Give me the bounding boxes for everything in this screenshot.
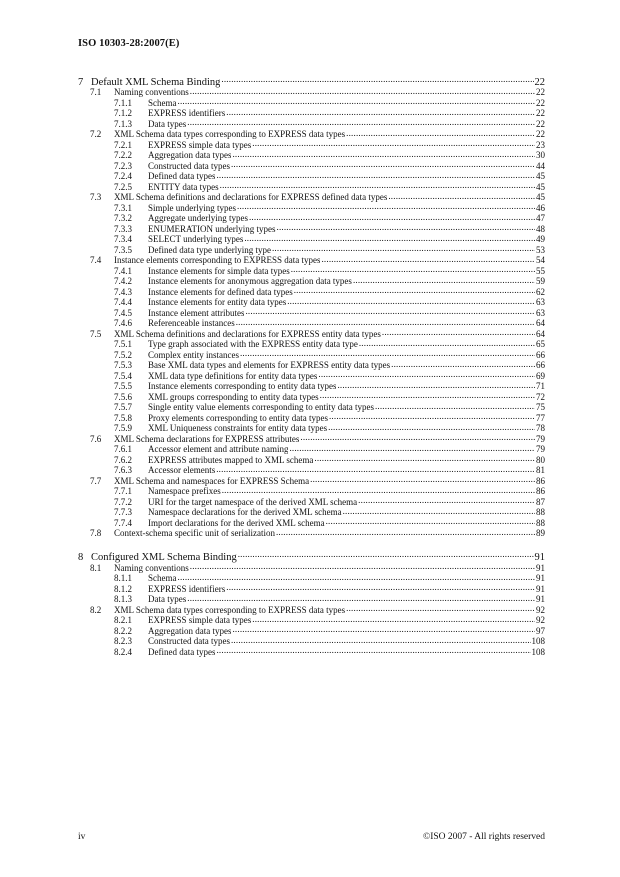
toc-number: 7.6 bbox=[90, 433, 102, 444]
toc-page: 63 bbox=[536, 307, 545, 318]
toc-entry-7-4-3[interactable] bbox=[78, 286, 545, 297]
toc-leader-dots bbox=[286, 296, 535, 305]
toc-leader-dots bbox=[345, 128, 535, 137]
toc-entry-8[interactable] bbox=[78, 550, 545, 562]
toc-title: Instance elements corresponding to EXPRESS data types bbox=[114, 255, 321, 265]
toc-leader-dots bbox=[189, 86, 535, 95]
toc-page: 91 bbox=[534, 552, 545, 563]
toc-title: SELECT underlying types bbox=[148, 234, 244, 244]
toc-entry-7-7-1[interactable] bbox=[78, 485, 545, 496]
toc-leader-dots bbox=[336, 380, 535, 389]
toc-number: 7.7 bbox=[90, 475, 102, 486]
toc-entry-7-5-9[interactable] bbox=[78, 422, 545, 433]
toc-page: 91 bbox=[536, 583, 545, 594]
toc-title: Instance elements for defined data types bbox=[148, 286, 293, 297]
toc-page: 22 bbox=[534, 76, 545, 88]
toc-entry-7-7[interactable] bbox=[78, 475, 545, 486]
toc-number: 8 bbox=[78, 552, 84, 563]
toc-title: Complex entity instances bbox=[148, 349, 239, 360]
toc-number: 7.5.9 bbox=[114, 423, 132, 433]
toc-title: Referenceable instances bbox=[148, 318, 235, 328]
toc-entry-7[interactable] bbox=[78, 74, 545, 86]
toc-entry-7-1-2[interactable] bbox=[78, 107, 545, 118]
toc-entry-7-1-1[interactable] bbox=[78, 97, 545, 108]
toc-title: Default XML Schema Binding bbox=[91, 76, 221, 88]
toc-number: 7.5.2 bbox=[114, 349, 132, 360]
toc-leader-dots bbox=[231, 625, 535, 634]
toc-leader-dots bbox=[290, 265, 535, 274]
toc-leader-dots bbox=[357, 496, 535, 505]
toc-leader-dots bbox=[189, 562, 535, 571]
toc-page: 71 bbox=[536, 381, 545, 391]
toc-number: 7.4.2 bbox=[114, 276, 132, 286]
toc-number: 7.7.1 bbox=[114, 486, 132, 496]
toc-number: 8.1.1 bbox=[114, 573, 132, 583]
toc-number: 7.2.1 bbox=[114, 139, 132, 150]
toc-leader-dots bbox=[327, 422, 535, 431]
toc-leader-dots bbox=[374, 401, 535, 410]
toc-title: Defined data types bbox=[148, 646, 216, 657]
toc-page: 97 bbox=[536, 625, 545, 636]
toc-title: EXPRESS simple data types bbox=[148, 139, 252, 150]
toc-number: 7.2.4 bbox=[114, 171, 132, 181]
toc-leader-dots bbox=[325, 517, 535, 526]
toc-entry-7-3-1[interactable] bbox=[78, 202, 545, 213]
toc-leader-dots bbox=[225, 583, 535, 592]
section-spacer bbox=[78, 538, 545, 550]
toc-leader-dots bbox=[186, 118, 535, 127]
toc-page: 48 bbox=[536, 223, 545, 234]
toc-entry-7-3-4[interactable] bbox=[78, 233, 545, 244]
toc-leader-dots bbox=[317, 370, 535, 379]
toc-title: XML Schema definitions and declarations for EXPRESS defined data types bbox=[114, 192, 388, 202]
toc-title: XML Schema data types corresponding to EXPRESS data types bbox=[114, 129, 346, 139]
toc-title: Naming conventions bbox=[114, 87, 189, 97]
toc-number: 7.3.4 bbox=[114, 234, 132, 244]
toc-title: Type graph associated with the EXPRESS entity data type bbox=[148, 339, 358, 349]
toc-entry-7-4-1[interactable] bbox=[78, 265, 545, 276]
toc-number: 8.1.2 bbox=[114, 583, 132, 594]
toc-title: Instance elements for entity data types bbox=[148, 297, 287, 307]
toc-title: EXPRESS simple data types bbox=[148, 615, 252, 625]
toc-leader-dots bbox=[230, 635, 531, 644]
toc-title: URI for the target namespace of the derived XML schema bbox=[148, 496, 358, 507]
toc-leader-dots bbox=[251, 614, 535, 623]
toc-title: XML Schema data types corresponding to EXPRESS data types bbox=[114, 604, 346, 615]
toc-title: ENTITY data types bbox=[148, 181, 219, 192]
toc-page: 30 bbox=[536, 150, 545, 160]
toc-entry-7-2-3[interactable] bbox=[78, 160, 545, 171]
toc-title: Schema bbox=[148, 573, 177, 583]
toc-number: 7.2.3 bbox=[114, 160, 132, 171]
toc-entry-7-8[interactable] bbox=[78, 527, 545, 538]
toc-entry-8-1-2[interactable] bbox=[78, 583, 545, 594]
toc-leader-dots bbox=[215, 646, 530, 655]
toc-leader-dots bbox=[345, 604, 535, 613]
toc-title: EXPRESS identifiers bbox=[148, 583, 226, 594]
toc-entry-8-2-4[interactable] bbox=[78, 646, 545, 657]
toc-number: 8.2.1 bbox=[114, 615, 132, 625]
toc-title: Instance elements for anonymous aggregation data types bbox=[148, 276, 352, 286]
toc-page: 91 bbox=[536, 594, 545, 604]
toc-title: Import declarations for the derived XML schema bbox=[148, 517, 325, 528]
toc-page: 22 bbox=[536, 108, 545, 118]
toc-leader-dots bbox=[271, 244, 535, 253]
toc-number: 7.6.1 bbox=[114, 444, 132, 454]
toc-page: 89 bbox=[536, 528, 545, 538]
toc-title: Data types bbox=[148, 594, 187, 604]
toc-title: Accessor elements bbox=[148, 465, 216, 475]
toc-page: 45 bbox=[536, 181, 545, 192]
toc-leader-dots bbox=[319, 391, 535, 400]
toc-page: 78 bbox=[536, 423, 545, 433]
toc-entry-7-1-3[interactable] bbox=[78, 118, 545, 129]
toc-number: 7.5.3 bbox=[114, 360, 132, 370]
toc-number: 7 bbox=[78, 76, 84, 88]
toc-entry-8-2-2[interactable] bbox=[78, 625, 545, 636]
toc-entry-8-1[interactable] bbox=[78, 562, 545, 573]
toc-number: 7.5.8 bbox=[114, 412, 132, 423]
toc-leader-dots bbox=[177, 572, 536, 581]
toc-page: 66 bbox=[536, 360, 545, 370]
toc-number: 8.2 bbox=[90, 604, 102, 615]
toc-entry-8-1-3[interactable] bbox=[78, 593, 545, 604]
toc-title: Defined data type underlying type bbox=[148, 244, 271, 255]
toc-title: Aggregation data types bbox=[148, 150, 232, 160]
toc-title: Context-schema specific unit of serialization bbox=[114, 528, 275, 538]
toc-title: Simple underlying types bbox=[148, 202, 236, 213]
toc-title: Proxy elements corresponding to entity data types bbox=[148, 412, 328, 423]
toc-title: XML Uniqueness constraints for entity data types bbox=[148, 423, 328, 433]
toc-title: Accessor element and attribute naming bbox=[148, 444, 289, 454]
toc-number: 7.4.4 bbox=[114, 297, 132, 307]
toc-page: 92 bbox=[536, 615, 545, 625]
toc-page: 46 bbox=[536, 202, 545, 213]
toc-number: 7.3 bbox=[90, 192, 102, 202]
toc-entry-8-2-3[interactable] bbox=[78, 635, 545, 646]
toc-number: 7.1.3 bbox=[114, 118, 132, 129]
toc-title: Constructed data types bbox=[148, 636, 230, 646]
toc-number: 7.3.1 bbox=[114, 202, 132, 213]
toc-entry-7-4-6[interactable] bbox=[78, 317, 545, 328]
toc-entry-8-2-1[interactable] bbox=[78, 614, 545, 625]
toc-page: 54 bbox=[536, 255, 545, 265]
toc-title: XML groups corresponding to entity data types bbox=[148, 391, 319, 402]
toc-entry-7-7-2[interactable] bbox=[78, 496, 545, 507]
toc-leader-dots bbox=[293, 286, 535, 295]
toc-title: Data types bbox=[148, 118, 187, 129]
toc-leader-dots bbox=[320, 254, 535, 263]
toc-page: 49 bbox=[536, 234, 545, 244]
toc-number: 7.1.2 bbox=[114, 108, 132, 118]
toc-page: 64 bbox=[536, 328, 545, 339]
toc-title: Naming conventions bbox=[114, 562, 189, 573]
toc-entry-7-4[interactable] bbox=[78, 254, 545, 265]
toc-page: 75 bbox=[536, 402, 545, 412]
toc-title: Base XML data types and elements for EXPRESS entity data types bbox=[148, 360, 391, 370]
toc-entry-7-5-1[interactable] bbox=[78, 338, 545, 349]
toc-page: 108 bbox=[531, 636, 545, 646]
toc-leader-dots bbox=[230, 160, 535, 169]
toc-page: 22 bbox=[536, 97, 545, 108]
toc-leader-dots bbox=[225, 107, 535, 116]
toc-page: 53 bbox=[536, 244, 545, 255]
toc-number: 8.2.2 bbox=[114, 625, 132, 636]
toc-entry-7-4-5[interactable] bbox=[78, 307, 545, 318]
toc-leader-dots bbox=[313, 454, 535, 463]
toc-title: XML Schema definitions and declarations for EXPRESS entity data types bbox=[114, 328, 381, 339]
toc-leader-dots bbox=[244, 307, 535, 316]
toc-entry-7-6-2[interactable] bbox=[78, 454, 545, 465]
toc-page: 69 bbox=[536, 370, 545, 381]
toc-entry-7-2-4[interactable] bbox=[78, 170, 545, 181]
toc-page: 87 bbox=[536, 496, 545, 507]
toc-title: Aggregate underlying types bbox=[148, 213, 248, 223]
toc-number: 7.3.5 bbox=[114, 244, 132, 255]
toc-title: Namespace declarations for the derived XML schema bbox=[148, 507, 342, 517]
toc-page: 45 bbox=[536, 171, 545, 181]
toc-number: 7.3.3 bbox=[114, 223, 132, 234]
toc-number: 7.7.4 bbox=[114, 517, 132, 528]
toc-entry-7-5-3[interactable] bbox=[78, 359, 545, 370]
toc-number: 7.3.2 bbox=[114, 213, 132, 223]
toc-page: 92 bbox=[536, 604, 545, 615]
toc-number: 7.7.3 bbox=[114, 507, 132, 517]
toc-leader-dots bbox=[215, 464, 535, 473]
toc-entry-7-5-7[interactable] bbox=[78, 401, 545, 412]
toc-number: 7.4.1 bbox=[114, 265, 132, 276]
toc-leader-dots bbox=[221, 485, 535, 494]
toc-leader-dots bbox=[288, 443, 535, 452]
toc-page: 77 bbox=[536, 412, 545, 423]
toc-number: 7.1.1 bbox=[114, 97, 132, 108]
toc-entry-7-2[interactable] bbox=[78, 128, 545, 139]
toc-entry-7-2-1[interactable] bbox=[78, 139, 545, 150]
toc-page: 47 bbox=[536, 213, 545, 223]
toc-title: Instance elements corresponding to entity data types bbox=[148, 381, 337, 391]
toc-title: Aggregation data types bbox=[148, 625, 232, 636]
toc-entry-7-1[interactable] bbox=[78, 86, 545, 97]
toc-number: 8.2.3 bbox=[114, 636, 132, 646]
table-of-contents bbox=[78, 74, 545, 656]
toc-leader-dots bbox=[299, 433, 535, 442]
toc-leader-dots bbox=[275, 527, 535, 536]
toc-entry-7-4-4[interactable] bbox=[78, 296, 545, 307]
toc-entry-8-2[interactable] bbox=[78, 604, 545, 615]
toc-page: 22 bbox=[536, 129, 545, 139]
toc-leader-dots bbox=[387, 191, 535, 200]
toc-title: EXPRESS identifiers bbox=[148, 108, 226, 118]
toc-entry-7-6-3[interactable] bbox=[78, 464, 545, 475]
toc-entry-7-3[interactable] bbox=[78, 191, 545, 202]
toc-page: 23 bbox=[536, 139, 545, 150]
toc-number: 7.7.2 bbox=[114, 496, 132, 507]
toc-page: 108 bbox=[531, 646, 545, 657]
toc-title: Constructed data types bbox=[148, 160, 230, 171]
toc-number: 8.1 bbox=[90, 562, 102, 573]
toc-leader-dots bbox=[235, 317, 535, 326]
toc-page: 81 bbox=[536, 465, 545, 475]
toc-page: 72 bbox=[536, 391, 545, 402]
footer-copyright: ©ISO 2007 - All rights reserved bbox=[423, 832, 545, 842]
toc-entry-7-5-5[interactable] bbox=[78, 380, 545, 391]
toc-leader-dots bbox=[309, 475, 535, 484]
toc-leader-dots bbox=[239, 349, 535, 358]
toc-page: 62 bbox=[536, 286, 545, 297]
toc-number: 7.5.5 bbox=[114, 381, 132, 391]
toc-page: 45 bbox=[536, 192, 545, 202]
toc-number: 8.1.3 bbox=[114, 594, 132, 604]
toc-page: 22 bbox=[536, 118, 545, 129]
footer-page-number: iv bbox=[78, 832, 86, 842]
toc-page: 91 bbox=[536, 573, 545, 583]
toc-leader-dots bbox=[220, 74, 533, 85]
toc-number: 7.1 bbox=[90, 87, 102, 97]
toc-title: Instance element attributes bbox=[148, 307, 245, 318]
toc-page: 55 bbox=[536, 265, 545, 276]
toc-page: 86 bbox=[536, 475, 545, 486]
toc-page: 79 bbox=[536, 433, 545, 444]
toc-title: Schema bbox=[148, 97, 177, 108]
toc-number: 7.6.3 bbox=[114, 465, 132, 475]
toc-number: 7.6.2 bbox=[114, 454, 132, 465]
toc-entry-7-5-8[interactable] bbox=[78, 412, 545, 423]
toc-entry-7-4-2[interactable] bbox=[78, 275, 545, 286]
toc-page: 22 bbox=[536, 87, 545, 97]
toc-number: 7.5.7 bbox=[114, 402, 132, 412]
toc-entry-7-5-6[interactable] bbox=[78, 391, 545, 402]
toc-number: 7.5.4 bbox=[114, 370, 132, 381]
toc-leader-dots bbox=[276, 223, 536, 232]
toc-page: 86 bbox=[536, 486, 545, 496]
toc-leader-dots bbox=[243, 233, 535, 242]
toc-number: 7.5 bbox=[90, 328, 102, 339]
toc-title: XML Schema and namespaces for EXPRESS Schema bbox=[114, 475, 310, 486]
toc-entry-7-6[interactable] bbox=[78, 433, 545, 444]
toc-page: 91 bbox=[536, 562, 545, 573]
toc-title: ENUMERATION underlying types bbox=[148, 223, 276, 234]
toc-entry-7-7-3[interactable] bbox=[78, 506, 545, 517]
toc-entry-7-3-2[interactable] bbox=[78, 212, 545, 223]
toc-number: 7.4.3 bbox=[114, 286, 132, 297]
toc-entry-7-2-5[interactable] bbox=[78, 181, 545, 192]
toc-entry-7-5-4[interactable] bbox=[78, 370, 545, 381]
toc-number: 7.8 bbox=[90, 528, 102, 538]
toc-number: 7.4 bbox=[90, 255, 102, 265]
toc-number: 7.5.1 bbox=[114, 339, 132, 349]
toc-number: 8.2.4 bbox=[114, 646, 132, 657]
toc-leader-dots bbox=[237, 550, 534, 561]
toc-entry-7-6-1[interactable] bbox=[78, 443, 545, 454]
toc-number: 7.2.2 bbox=[114, 150, 132, 160]
toc-title: XML Schema declarations for EXPRESS attributes bbox=[114, 433, 300, 444]
toc-leader-dots bbox=[186, 593, 535, 602]
toc-title: EXPRESS attributes mapped to XML schema bbox=[148, 454, 314, 465]
toc-page: 63 bbox=[536, 297, 545, 307]
toc-page: 64 bbox=[536, 318, 545, 328]
toc-page: 65 bbox=[536, 339, 545, 349]
toc-leader-dots bbox=[231, 149, 535, 158]
toc-leader-dots bbox=[215, 170, 535, 179]
toc-title: Configured XML Schema Binding bbox=[91, 552, 237, 563]
toc-title: Namespace prefixes bbox=[148, 486, 221, 496]
toc-entry-7-5[interactable] bbox=[78, 328, 545, 339]
toc-number: 7.2 bbox=[90, 129, 102, 139]
toc-leader-dots bbox=[358, 338, 535, 347]
toc-leader-dots bbox=[177, 97, 536, 106]
toc-page: 44 bbox=[536, 160, 545, 171]
toc-number: 7.5.6 bbox=[114, 391, 132, 402]
toc-leader-dots bbox=[390, 359, 535, 368]
document-header-id: ISO 10303-28:2007(E) bbox=[78, 38, 180, 49]
toc-entry-7-3-3[interactable] bbox=[78, 223, 545, 234]
toc-number: 7.4.6 bbox=[114, 318, 132, 328]
toc-leader-dots bbox=[328, 412, 535, 421]
toc-page: 59 bbox=[536, 276, 545, 286]
toc-title: Instance elements for simple data types bbox=[148, 265, 290, 276]
toc-leader-dots bbox=[352, 275, 535, 284]
toc-leader-dots bbox=[236, 202, 535, 211]
toc-number: 7.4.5 bbox=[114, 307, 132, 318]
toc-leader-dots bbox=[342, 506, 535, 515]
toc-title: Single entity value elements corresponding to entity data types bbox=[148, 402, 374, 412]
toc-title: Defined data types bbox=[148, 171, 216, 181]
toc-page: 79 bbox=[536, 444, 545, 454]
toc-entry-8-1-1[interactable] bbox=[78, 572, 545, 583]
toc-number: 7.2.5 bbox=[114, 181, 132, 192]
toc-leader-dots bbox=[381, 328, 535, 337]
toc-entry-7-7-4[interactable] bbox=[78, 517, 545, 528]
toc-entry-7-5-2[interactable] bbox=[78, 349, 545, 360]
toc-entry-7-2-2[interactable] bbox=[78, 149, 545, 160]
toc-leader-dots bbox=[219, 181, 535, 190]
toc-title: XML data type definitions for entity data types bbox=[148, 370, 318, 381]
toc-page: 88 bbox=[536, 507, 545, 517]
toc-leader-dots bbox=[251, 139, 535, 148]
toc-page: 88 bbox=[536, 517, 545, 528]
toc-page: 66 bbox=[536, 349, 545, 360]
toc-entry-7-3-5[interactable] bbox=[78, 244, 545, 255]
toc-leader-dots bbox=[248, 212, 535, 221]
toc-page: 80 bbox=[536, 454, 545, 465]
